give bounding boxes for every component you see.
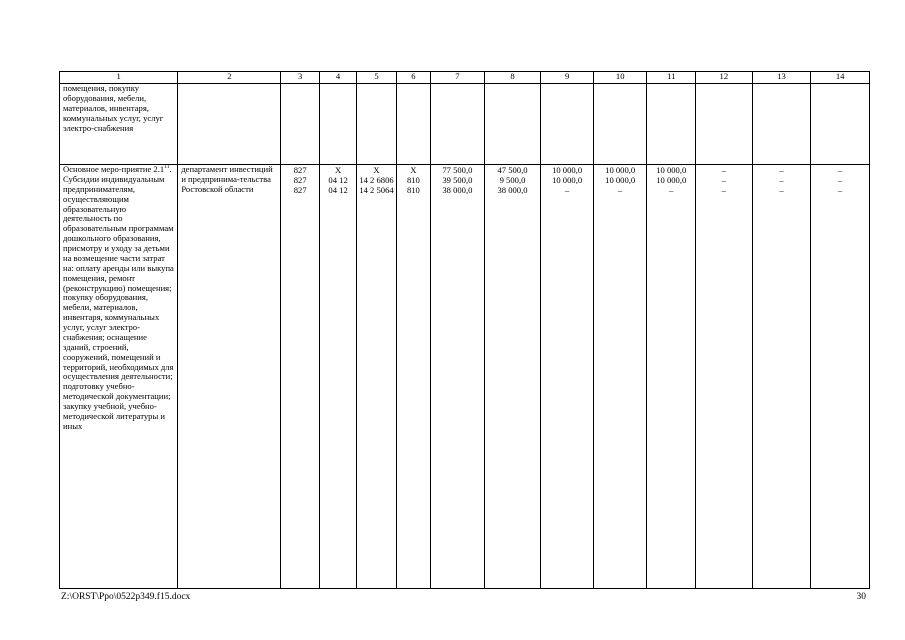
value-cell [281,165,319,589]
value-cell [752,165,811,589]
value-line: 10 000,0 [552,165,583,175]
column-number: 9 [541,72,594,84]
value-line: – [837,175,843,185]
value-line: – [721,165,726,175]
value-cell [431,165,485,589]
value-line: 810 [406,175,420,185]
value-line: 10 000,0 [552,175,583,185]
value-cell [357,165,396,589]
column-number: 2 [178,72,281,84]
column-number: 10 [593,72,647,84]
value-line: 9 500,0 [499,175,526,185]
value-line: – [618,185,623,195]
measure-text: . Субсидии индивидуальным предпринимателям, осуществляющим образовательную деятельность по образовательным программам дошкольного образования, присмотру и уходу за детьми на возмещение части затрат на: оплату аренды или выкупа помещения, ремонт (реконструкцию) помещения; покупку оборудования, мебели, материалов, инвентаря, коммунальных услуг, услуг электро-снабжения; оснащение зданий, строений, сооружений, помещений и территорий, необходимых для осуществления деятельности; подготовку учебно-методической документации; закупку учебной, учебно-методической литературы и иных [63,164,174,431]
measure-description [60,165,178,589]
value-line: – [779,185,784,195]
value-cell [696,165,753,589]
table-row [60,165,870,589]
responsible-executor: департамент инвестиций и предпринима-тельства Ростовской области [178,165,281,589]
program-table [59,71,870,589]
value-line: 827 [293,185,307,195]
value-cell [811,165,870,589]
value-line: 10 000,0 [605,165,636,175]
value-line: Х [334,165,342,175]
column-number: 7 [431,72,485,84]
value-line: 810 [406,185,420,195]
value-line: – [837,185,843,195]
measure-title: Основное меро-приятие 2.1 [63,164,165,174]
value-line: 10 000,0 [656,175,687,185]
value-line: Х [410,165,417,175]
value-line: 38 000,0 [442,185,473,195]
column-number: 12 [696,72,753,84]
column-number: 3 [281,72,319,84]
value-line: 10 000,0 [605,175,636,185]
value-cell [396,165,430,589]
table-row [60,84,870,165]
value-line: – [779,165,784,175]
column-number: 8 [484,72,541,84]
value-line: 10 000,0 [656,165,687,175]
value-line: 04 12 [328,175,348,185]
value-cell [541,165,594,589]
value-line: – [669,185,674,195]
column-number: 13 [752,72,811,84]
value-line: 38 000,0 [497,185,528,195]
value-line: – [721,175,726,185]
value-cell [647,165,696,589]
value-line: 77 500,0 [442,165,473,175]
page-number: 30 [856,592,866,602]
value-line: – [837,165,843,175]
value-line: 827 [293,165,307,175]
value-line: 47 500,0 [497,165,528,175]
column-number-row [60,72,870,84]
continuation-description: помещения, покупку оборудования, мебели, материалов, инвентаря, коммунальных услуг, услуг электро-снабжения [60,84,178,165]
value-line: – [721,185,726,195]
value-cell [484,165,541,589]
column-number: 5 [357,72,396,84]
value-line: – [564,185,570,195]
column-number: 6 [396,72,430,84]
footnote-marker: 11 [164,164,170,171]
value-line: 14 2 5064 [359,185,394,195]
value-line: 827 [293,175,307,185]
value-line: 39 500,0 [442,175,473,185]
value-cell [593,165,647,589]
value-line: – [779,175,784,185]
column-number: 11 [647,72,696,84]
column-number: 4 [319,72,356,84]
column-number: 1 [60,72,178,84]
value-line: 04 12 [328,185,348,195]
file-path: Z:\ORST\Ppo\0522p349.f15.docx [61,592,191,602]
column-number: 14 [811,72,870,84]
value-line: 14 2 6806 [359,175,394,185]
value-line: Х [373,165,380,175]
value-cell [319,165,356,589]
